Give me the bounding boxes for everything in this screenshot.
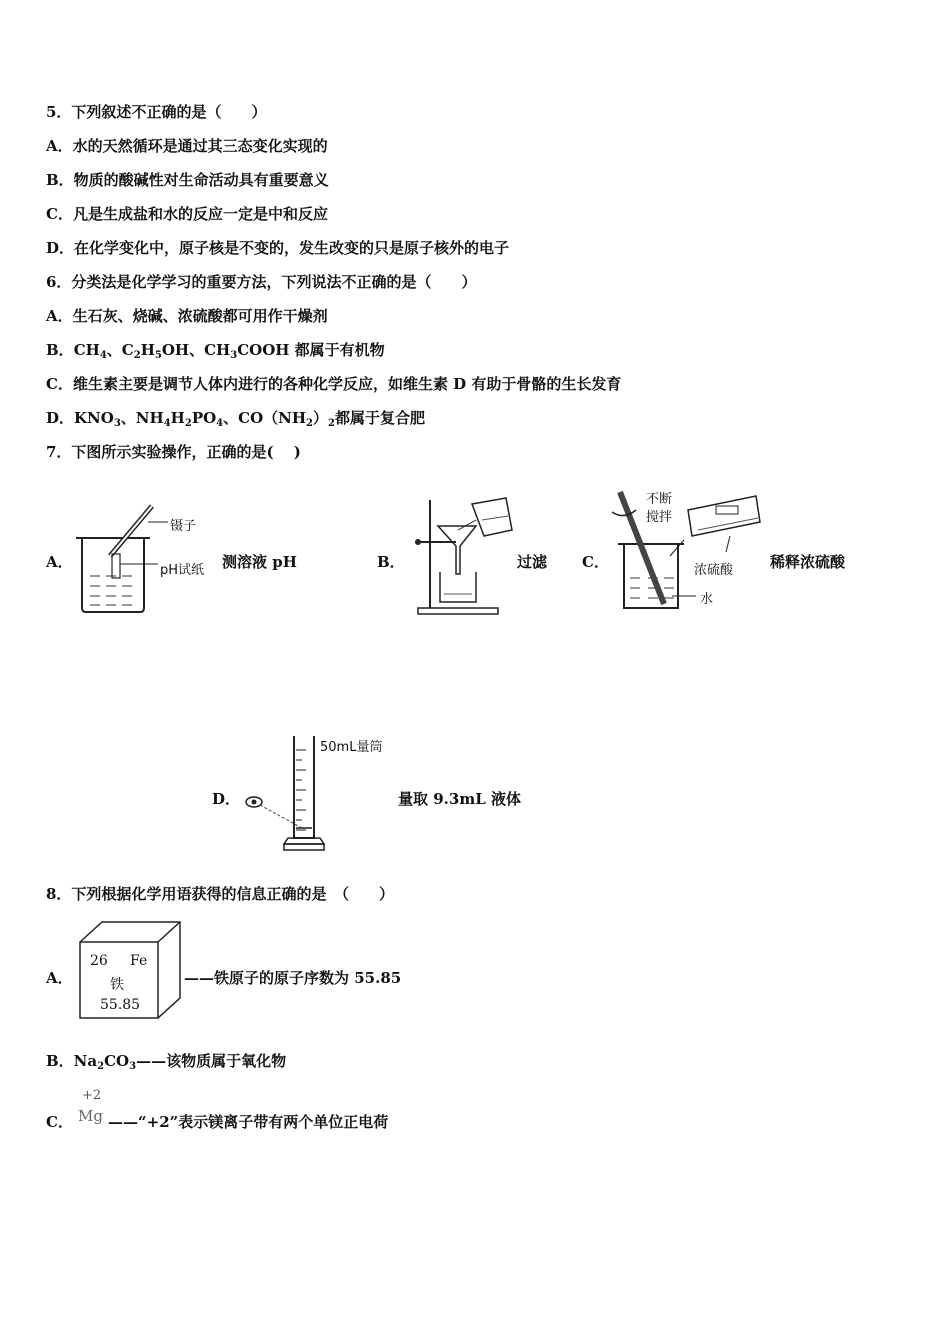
q6-option-c: C．维生素主要是调节人体内进行的各种化学反应，如维生素 D 有助于骨骼的生长发育: [46, 375, 622, 393]
q7-a-label: A．: [46, 553, 73, 571]
subscript: 3: [113, 418, 121, 429]
charge-marker: +2: [82, 1088, 102, 1103]
formula-part: 、C: [106, 341, 134, 359]
q7-c-caption: 稀释浓硫酸: [770, 553, 846, 571]
formula-part: D．KNO: [46, 409, 114, 427]
formula-part: OH、CH: [161, 341, 231, 359]
q8-c-text: ——“+2”表示镁离子带有两个单位正电荷: [108, 1113, 389, 1131]
formula-part: 都属于复合肥: [334, 409, 425, 427]
subscript: 2: [184, 418, 192, 429]
subscript: 2: [97, 1061, 105, 1072]
element-symbol: Fe: [130, 953, 148, 969]
ph-paper-label: pH试纸: [160, 563, 205, 578]
q6-option-b: [46, 340, 385, 366]
dilution-diagram: [610, 486, 770, 616]
q7-d-label: D．: [212, 790, 241, 808]
element-name: 铁: [110, 977, 124, 993]
q5-option-b: B．物质的酸碱性对生命活动具有重要意义: [46, 171, 329, 189]
formula-part: ——该物质属于氧化物: [136, 1052, 287, 1070]
q8-a-label: A．: [46, 969, 73, 987]
subscript: 5: [154, 350, 162, 361]
formula-part: 、NH: [120, 409, 164, 427]
subscript: 2: [133, 350, 141, 361]
q5-option-d: D．在化学变化中，原子核是不变的，发生改变的只是原子核外的电子: [46, 239, 510, 257]
ph-test-diagram: [70, 498, 230, 618]
q7-stem: 7．下图所示实验操作，正确的是( ): [46, 443, 301, 461]
q7-d-caption: 量取 9.3mL 液体: [398, 790, 521, 808]
tweezers-label: 镊子: [170, 519, 197, 534]
q8-a-text: ——铁原子的原子序数为 55.85: [184, 969, 402, 987]
q7-a-caption: 测溶液 pH: [222, 553, 297, 571]
cylinder-label: 50mL量筒: [320, 740, 383, 755]
q8-c-label: C．: [46, 1113, 73, 1131]
subscript: 3: [129, 1061, 137, 1072]
formula-part: H: [140, 341, 155, 359]
q5-option-c: C．凡是生成盐和水的反应一定是中和反应: [46, 205, 328, 223]
subscript: 4: [216, 418, 224, 429]
subscript: 4: [99, 350, 107, 361]
q7-b-label: B．: [377, 553, 405, 571]
formula-part: PO: [191, 409, 217, 427]
subscript: 2: [328, 418, 335, 429]
atomic-number: 26: [90, 953, 108, 969]
q6-option-d: [46, 408, 425, 434]
filtration-diagram: [410, 490, 520, 620]
atomic-mass: 55.85: [100, 997, 141, 1013]
formula-part: CO: [104, 1052, 130, 1070]
option-prefix: B．: [46, 341, 74, 359]
subscript: 4: [163, 418, 171, 429]
q8-stem: 8．下列根据化学用语获得的信息正确的是 （ ）: [46, 885, 394, 903]
q7-b-caption: 过滤: [517, 553, 548, 571]
subscript: 2: [306, 418, 313, 429]
stir-label-1: 不断: [646, 492, 673, 507]
q5-stem: 5．下列叙述不正确的是（ ）: [46, 103, 267, 121]
formula-part: H: [170, 409, 185, 427]
subscript: 3: [230, 350, 238, 361]
formula-part: ）: [313, 409, 329, 427]
q6-option-a: A．生石灰、烧碱、浓硫酸都可用作干燥剂: [46, 307, 328, 325]
mg-symbol: Mg: [78, 1107, 103, 1125]
formula-part: 、CO（NH: [223, 409, 307, 427]
formula-part: CH: [73, 341, 100, 359]
q6-stem: 6．分类法是化学学习的重要方法，下列说法不正确的是（ ）: [46, 273, 477, 291]
formula-part: B．Na: [46, 1052, 98, 1070]
formula-part: COOH 都属于有机物: [237, 341, 385, 359]
q8-option-b: [46, 1051, 286, 1077]
stir-label-2: 搅拌: [646, 510, 673, 525]
water-label: 水: [700, 592, 714, 607]
q7-c-label: C．: [582, 553, 609, 571]
acid-label: 浓硫酸: [694, 563, 734, 578]
q5-option-a: A．水的天然循环是通过其三态变化实现的: [46, 137, 328, 155]
